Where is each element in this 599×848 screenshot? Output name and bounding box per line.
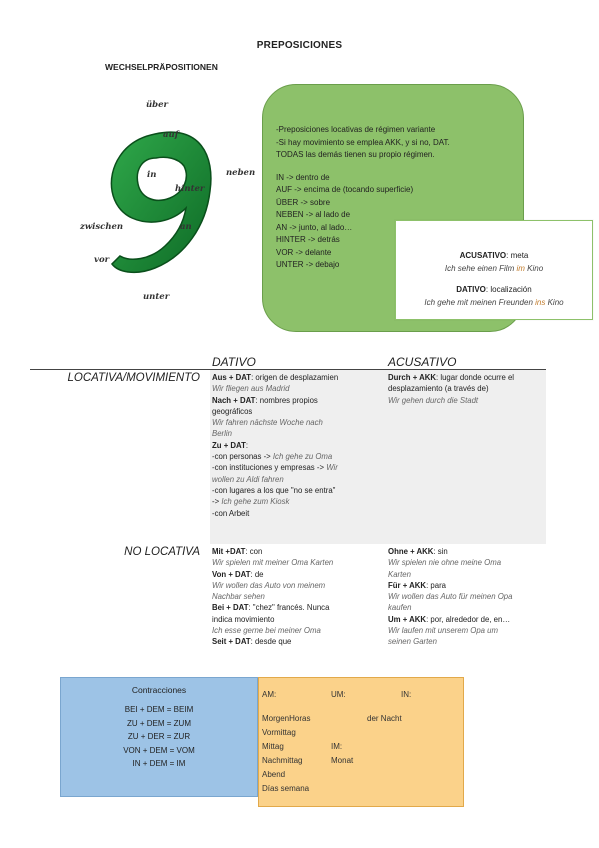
label-um: UM: bbox=[331, 690, 346, 699]
cell-line: seinen Garten bbox=[388, 637, 437, 647]
cell-line: Wir gehen durch die Stadt bbox=[388, 395, 479, 405]
contraction-item: ZU + DEM = ZUM bbox=[126, 718, 191, 728]
item-monat: Monat bbox=[331, 756, 354, 765]
meaning-line: AN -> junto, al lado… bbox=[276, 222, 353, 232]
item-abend: Abend bbox=[262, 770, 286, 779]
cell-line: -> Ich gehe zum Kiosk bbox=[212, 497, 290, 507]
item-morgen: MorgenHoras bbox=[262, 714, 311, 723]
rule-line: -Si hay movimiento se emplea AKK, y si no, DAT. bbox=[276, 137, 450, 147]
cell-line: kaufen bbox=[388, 603, 412, 613]
case-explanation-box bbox=[395, 220, 593, 320]
cell-line: Karten bbox=[388, 569, 411, 579]
word-vor: vor bbox=[94, 255, 110, 265]
contraction-item: IN + DEM = IM bbox=[132, 759, 186, 768]
item-der-nacht: der Nacht bbox=[367, 714, 402, 723]
meaning-line: IN -> dentro de bbox=[276, 172, 330, 182]
cell-line: Wir fahren nächste Woche nach bbox=[212, 418, 323, 428]
cell-line: Wir fliegen aus Madrid bbox=[212, 384, 290, 394]
meaning-line: VOR -> delante bbox=[276, 247, 332, 257]
cell-line: geográficos bbox=[212, 406, 253, 416]
cell-line: Wir laufen mit unserem Opa um bbox=[388, 626, 498, 636]
label-am: AM: bbox=[262, 690, 277, 699]
word-an: an bbox=[180, 222, 192, 232]
cell-line: Ich esse gerne bei meiner Oma bbox=[212, 626, 321, 636]
cell-line: Wir wollen das Auto von meinem bbox=[212, 580, 326, 590]
cell-line: Nach + DAT: nombres propios bbox=[212, 395, 318, 405]
cell-line: Bei + DAT: "chez" francés. Nunca bbox=[212, 603, 330, 613]
nine-graphic bbox=[60, 96, 260, 306]
word-neben: neben bbox=[226, 168, 256, 178]
cell-nolocativa-acusativo bbox=[388, 546, 546, 648]
label-im: IM: bbox=[331, 742, 343, 751]
word-unter: unter bbox=[143, 292, 170, 302]
item-mittag: Mittag bbox=[262, 742, 284, 751]
row-label-nolocativa: NO LOCATIVA bbox=[124, 546, 200, 558]
word-hinter: hinter bbox=[175, 184, 205, 194]
col-header-acusativo: ACUSATIVO bbox=[388, 355, 457, 369]
label-in: IN: bbox=[401, 690, 412, 699]
cell-line: Von + DAT: de bbox=[212, 569, 264, 579]
contraction-item: ZU + DER = ZUR bbox=[127, 732, 191, 741]
cell-line: Nachbar sehen bbox=[212, 592, 265, 602]
akk-definition: ACUSATIVO: meta bbox=[459, 251, 529, 260]
cell-line: Wir spielen mit meiner Oma Karten bbox=[212, 558, 334, 568]
rule-line: -Preposiciones locativas de régimen variante bbox=[276, 125, 436, 134]
dat-example: Ich gehe mit meinen Freunden ins Kino bbox=[424, 298, 564, 307]
cell-line: Aus + DAT: origen de desplazamien bbox=[212, 373, 339, 382]
cell-line: -con lugares a los que "no se entra" bbox=[212, 485, 336, 495]
meaning-line: ÜBER -> sobre bbox=[276, 197, 331, 207]
cell-nolocativa-dativo bbox=[212, 546, 384, 648]
meaning-line: UNTER -> debajo bbox=[276, 260, 340, 269]
word-uber: über bbox=[146, 100, 169, 110]
akk-example: Ich sehe einen Film im Kino bbox=[444, 264, 544, 273]
dat-definition: DATIVO: localización bbox=[456, 285, 532, 294]
page-title: PREPOSICIONES bbox=[256, 40, 343, 51]
cell-locativa-dativo bbox=[212, 372, 384, 519]
cell-line: Zu + DAT: bbox=[212, 440, 249, 450]
meaning-line: NEBEN -> al lado de bbox=[276, 210, 351, 219]
section-subtitle: WECHSELPRÄPOSITIONEN bbox=[105, 62, 218, 72]
row-label-locativa: LOCATIVA/MOVIMIENTO bbox=[67, 372, 200, 384]
cell-line: wollen zu Aldi fahren bbox=[212, 474, 284, 484]
item-nachmittag: Nachmittag bbox=[262, 756, 303, 765]
cell-line: Seit + DAT: desde que bbox=[212, 637, 292, 647]
cell-line: Wir wollen das Auto für meinen Opa bbox=[388, 592, 513, 602]
contractions-title: Contracciones bbox=[131, 685, 187, 695]
contractions-box bbox=[60, 677, 258, 797]
time-prepositions-box bbox=[258, 677, 464, 807]
word-auf: auf bbox=[163, 130, 179, 140]
cell-line: desplazamiento (a través de) bbox=[388, 384, 489, 394]
word-zwischen: zwischen bbox=[80, 222, 124, 232]
cell-line: -con Arbeit bbox=[212, 508, 250, 518]
word-in: in bbox=[147, 170, 157, 180]
cell-line: Um + AKK: por, alrededor de, en… bbox=[388, 614, 511, 624]
cell-line: Ohne + AKK: sin bbox=[388, 547, 448, 556]
contraction-item: VON + DEM = VOM bbox=[123, 745, 195, 755]
item-vormittag: Vormittag bbox=[262, 728, 296, 737]
col-header-dativo: DATIVO bbox=[212, 355, 256, 369]
item-dias-semana: Días semana bbox=[262, 784, 310, 793]
meaning-line: HINTER -> detrás bbox=[276, 235, 340, 244]
cell-line: Berlin bbox=[212, 429, 232, 439]
cell-locativa-acusativo bbox=[388, 372, 546, 406]
rule-line: TODAS las demás tienen su propio régimen. bbox=[276, 150, 435, 159]
meaning-line: AUF -> encima de (tocando superficie) bbox=[276, 185, 414, 194]
cell-line: Durch + AKK: lugar donde ocurre el bbox=[388, 373, 515, 382]
cell-line: -con instituciones y empresas -> Wir bbox=[212, 463, 338, 473]
cell-line: indica movimiento bbox=[212, 614, 275, 624]
cell-line: Für + AKK: para bbox=[388, 580, 447, 590]
cell-line: Mit +DAT: con bbox=[212, 547, 263, 556]
cell-line: Wir spielen nie ohne meine Oma bbox=[388, 558, 502, 568]
contraction-item: BEI + DEM = BEIM bbox=[124, 705, 194, 714]
cell-line: -con personas -> Ich gehe zu Oma bbox=[212, 452, 333, 462]
nine-numeral-graphic bbox=[60, 96, 260, 306]
